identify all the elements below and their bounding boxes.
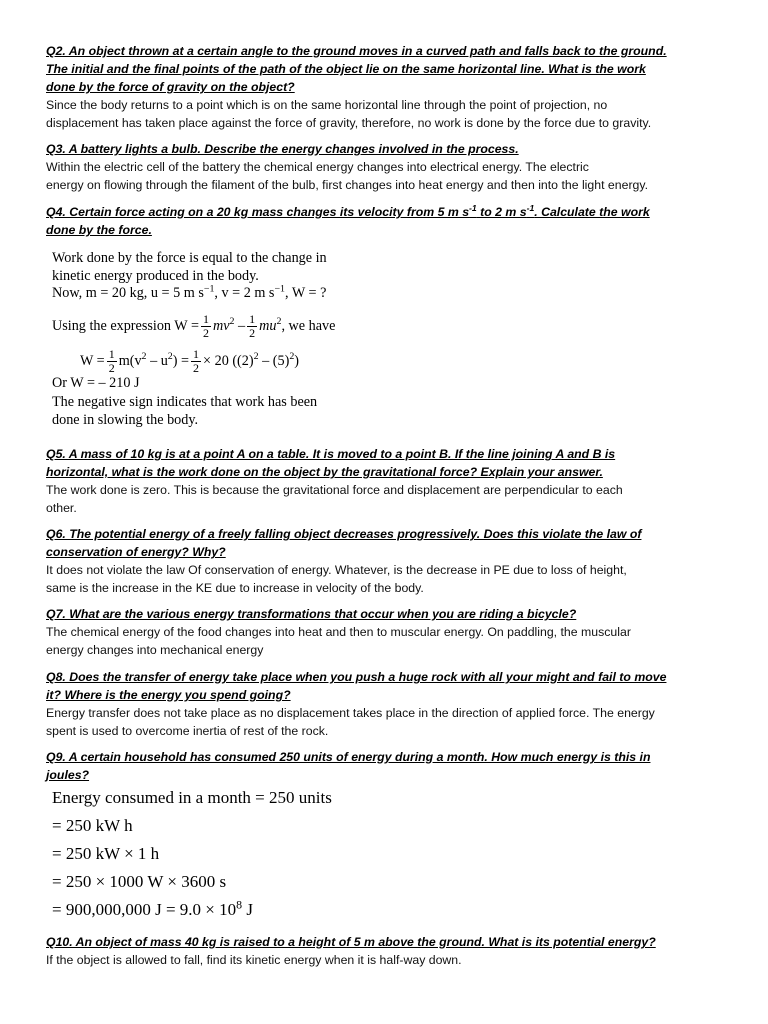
answer-q3 <box>46 158 736 194</box>
solution-line: Or W = – 210 J <box>52 374 140 391</box>
question-line: The initial and the final points of the path of the object lie on the same horizontal line. What is the work <box>46 62 646 76</box>
solution-line: done in slowing the body. <box>52 411 199 428</box>
question-q3 <box>46 140 736 158</box>
solution-line: Energy consumed in a month = 250 units <box>52 788 332 807</box>
question-line: done by the force of gravity on the object? <box>46 80 295 94</box>
solution-line: W = $\frac{1}{2}$ $m(v^2 - u^2)$ = $\frac{1}{2}$ × 20 $((2)^2 - (5)^2)$ <box>80 346 300 375</box>
question-line: Q3. A battery lights a bulb. Describe the energy changes involved in the process. <box>46 142 519 156</box>
question-q2 <box>46 42 736 96</box>
solution-line: Now, m = 20 kg, u = 5 m $s^{-1}$, v = 2 m $s^{-1}$, W = ? <box>52 283 327 301</box>
question-q8 <box>46 668 736 704</box>
fraction-half: $\frac{1}{2}$ <box>193 346 200 375</box>
answer-line: It does not violate the law Of conservation of energy. Whatever, is the decrease in PE due to loss of height, <box>46 563 627 577</box>
answer-line: energy on flowing through the filament of the bulb, first changes into heat energy and then into the light energy. <box>46 178 649 192</box>
answer-q5 <box>46 481 736 517</box>
solution-line: = 250 kW h <box>52 816 133 835</box>
answer-q10 <box>46 951 736 969</box>
question-line: conservation of energy? Why? <box>46 545 226 559</box>
answer-q6 <box>46 561 736 597</box>
question-line: it? Where is the energy you spend going? <box>46 688 291 702</box>
answer-line: other. <box>46 501 77 515</box>
question-q9 <box>46 748 736 784</box>
question-line: joules? <box>46 768 90 782</box>
solution-line: kinetic energy produced in the body. <box>52 267 259 284</box>
answer-line: energy changes into mechanical energy <box>46 643 264 657</box>
solution-line: = 900,000,000 $J = 9.0 \times 10^8$ J <box>52 897 253 919</box>
question-line: Q4. Certain force acting on a 20 kg mass changes its velocity from 5 m $s^{-1}$ to 2 m $s^{-1}$. Calculate the work <box>46 202 650 219</box>
answer-q2 <box>46 96 736 132</box>
question-line: Q7. What are the various energy transformations that occur when you are riding a bicycle? <box>46 607 577 621</box>
answer-line: spent is used to overcome inertia of rest of the rock. <box>46 724 329 738</box>
question-line: Q2. An object thrown at a certain angle to the ground moves in a curved path and falls back to the ground. <box>46 44 667 58</box>
answer-line: Within the electric cell of the battery the chemical energy changes into electrical energy. The electric <box>46 160 589 174</box>
answer-q7 <box>46 623 736 659</box>
question-line: horizontal, what is the work done on the object by the gravitational force? Explain your answer. <box>46 465 603 479</box>
answer-line: Energy transfer does not take place as no displacement takes place in the direction of applied force. The energy <box>46 706 655 720</box>
question-q4 <box>46 203 736 239</box>
question-q10 <box>46 933 736 951</box>
question-q5 <box>46 445 736 481</box>
question-q7 <box>46 605 736 623</box>
answer-line: The work done is zero. This is because the gravitational force and displacement are perpendicular to each <box>46 483 623 497</box>
fraction-half: $\frac{1}{2}$ <box>202 311 209 340</box>
question-line: Q8. Does the transfer of energy take place when you push a huge rock with all your might and fail to move <box>46 670 667 684</box>
answer-line: Since the body returns to a point which is on the same horizontal line through the point of projection, no <box>46 98 608 112</box>
solution-line: The negative sign indicates that work has been <box>52 394 318 410</box>
solution-line: Using the expression W = $\frac{1}{2}$ $mv^2$ – $\frac{1}{2}$ $mu^2$, we have <box>52 311 336 340</box>
question-q6 <box>46 525 736 561</box>
question-line: Q5. A mass of 10 kg is at a point A on a table. It is moved to a point B. If the line joining A and B is <box>46 447 616 461</box>
question-line: done by the force. <box>46 223 152 237</box>
solution-line: = 250 × 1000 W × 3600 s <box>52 872 227 891</box>
solution-image-q4 <box>52 250 335 429</box>
answer-line: displacement has taken place against the force of gravity, therefore, no work is done by the force due to gravity. <box>46 116 652 130</box>
question-line: Q6. The potential energy of a freely falling object decreases progressively. Does this violate the law of <box>46 527 642 541</box>
question-line: Q9. A certain household has consumed 250 units of energy during a month. How much energy is this in <box>46 750 651 764</box>
answer-q8 <box>46 704 736 740</box>
solution-line: = 250 kW × 1 h <box>52 844 160 863</box>
answer-line: same is the increase in the KE due to increase in velocity of the body. <box>46 581 424 595</box>
question-line: Q10. An object of mass 40 kg is raised to a height of 5 m above the ground. What is its potential energy? <box>46 935 656 949</box>
fraction-half: $\frac{1}{2}$ <box>249 311 256 340</box>
solution-image-q9 <box>52 784 332 924</box>
answer-line: If the object is allowed to fall, find its kinetic energy when it is half-way down. <box>46 953 462 967</box>
answer-line: The chemical energy of the food changes into heat and then to muscular energy. On paddling, the muscular <box>46 625 631 639</box>
solution-line: Work done by the force is equal to the change in <box>52 250 327 266</box>
fraction-half: $\frac{1}{2}$ <box>108 346 115 375</box>
